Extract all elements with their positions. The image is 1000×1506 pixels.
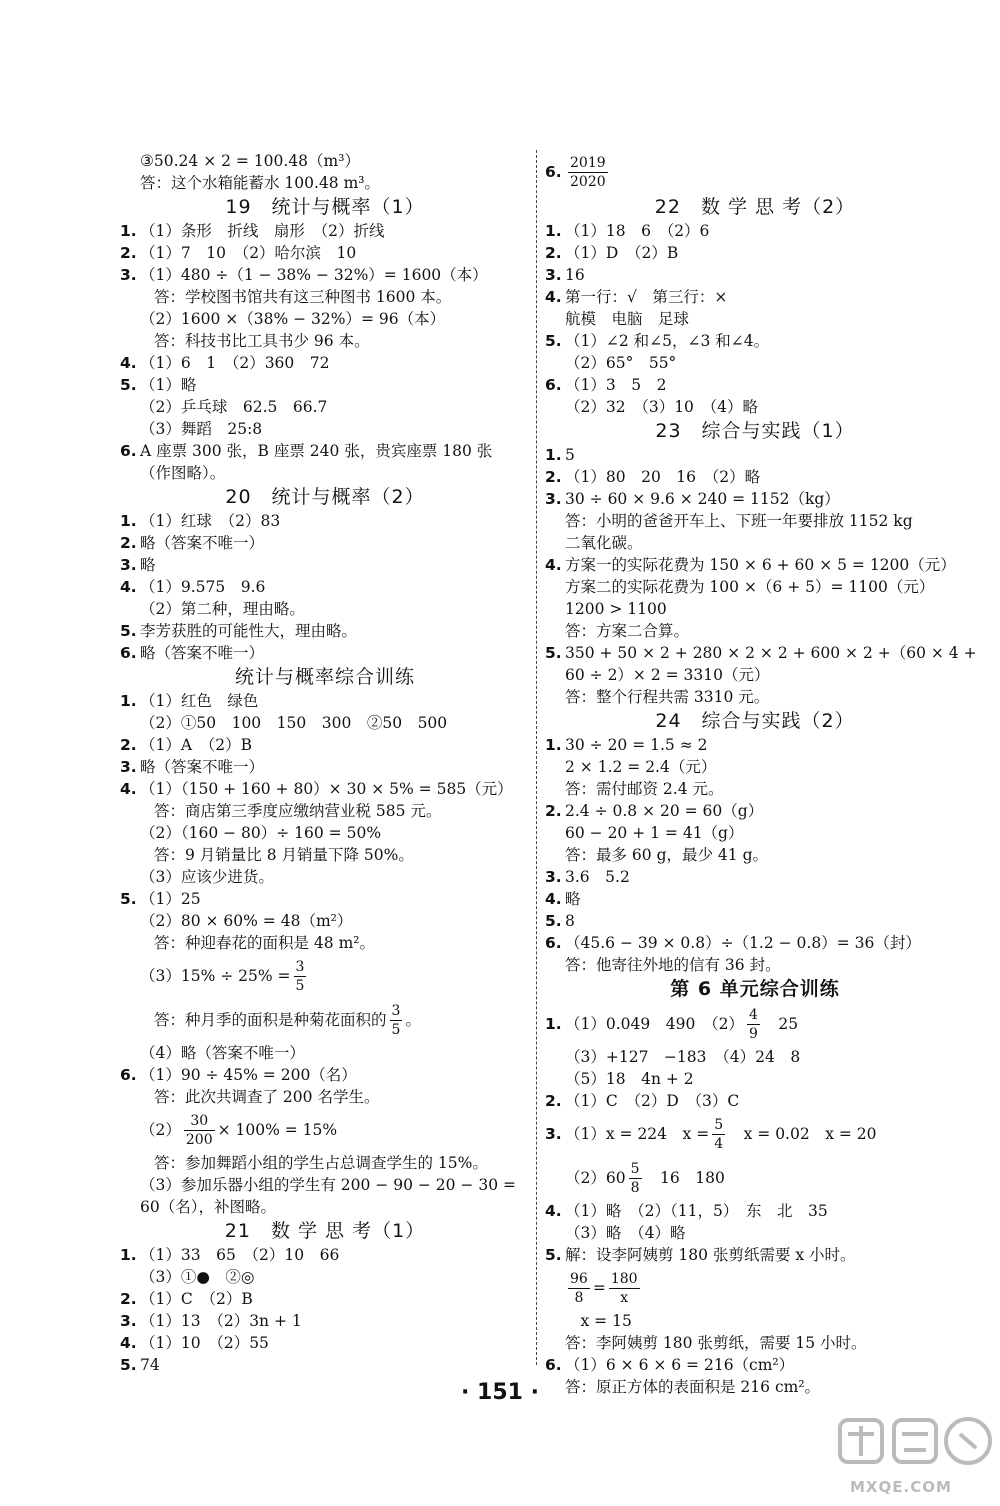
answer-text: （1）D （2）B: [565, 244, 679, 262]
answer-line: [545, 686, 965, 708]
section-heading: 统计与概率综合训练: [234, 666, 415, 688]
answer-text: （1）25: [140, 890, 201, 908]
watermark-text: MXQE.COM: [850, 1478, 952, 1496]
answer-text: （1）A （2）B: [140, 736, 253, 754]
answer-text: 略（答案不唯一）: [140, 758, 265, 776]
answer-line: [545, 1090, 965, 1112]
answer-text: 350 + 50 × 2 + 280 × 2 × 2 + 600 × 2 +（60 × 4 +: [565, 644, 977, 662]
numerator: 5: [714, 1116, 724, 1133]
page-number: · 151 ·: [461, 1380, 539, 1405]
question-number: 1.: [545, 1015, 562, 1033]
answer-line: [545, 756, 965, 778]
answer-text: （作图略）。: [140, 464, 226, 482]
question-number: 2.: [545, 244, 562, 262]
question-number: 6.: [545, 934, 562, 952]
answer-text: 略（答案不唯一）: [140, 534, 265, 552]
answer-line: [545, 1310, 965, 1332]
answer-line: [545, 954, 965, 976]
answer-line: [545, 1200, 965, 1222]
answer-line: [545, 866, 965, 888]
answer-text: 答：最多 60 g，最少 41 g。: [565, 846, 768, 864]
question-number: 4.: [545, 556, 562, 574]
answer-text: 答：学校图书馆共有这三种图书 1600 本。: [154, 288, 452, 306]
answer-line: [120, 932, 530, 954]
answer-text: 解：设李阿姨剪 180 张剪纸需要 x 小时。: [565, 1246, 856, 1264]
answer-line: [120, 1174, 530, 1196]
answer-line: [120, 352, 530, 374]
answer-line: [545, 308, 965, 330]
question-number: 6.: [120, 644, 137, 662]
answer-line: [120, 734, 530, 756]
question-number: 5.: [545, 1246, 562, 1264]
answer-text: 74: [140, 1356, 160, 1374]
answer-line: [120, 1152, 530, 1174]
denominator: 4: [714, 1135, 724, 1152]
answer-line: [120, 462, 530, 484]
answer-text: （1）9.575 9.6: [140, 578, 266, 596]
answer-line: [120, 844, 530, 866]
answer-text: （2）80 × 60% = 48（m²）: [140, 912, 353, 930]
answer-line: [545, 554, 965, 576]
denominator: 2020: [570, 173, 606, 190]
answer-text: （1）略: [140, 376, 197, 394]
question-number: 3.: [120, 556, 137, 574]
answer-text: （3）①● ②◎: [140, 1268, 255, 1286]
answer-text: 略: [565, 890, 581, 908]
answer-line: [120, 866, 530, 888]
question-number: 4.: [545, 1202, 562, 1220]
answer-text: （1）10 （2）55: [140, 1334, 269, 1352]
answer-text: （1）90 ÷ 45% = 200（名）: [140, 1066, 357, 1084]
answer-line: [545, 576, 965, 598]
answer-text: 60（名），补图略。: [140, 1198, 276, 1216]
answer-text: 8: [565, 912, 575, 930]
answer-line: [120, 1332, 530, 1354]
answer-line: [120, 242, 530, 264]
question-number: 5.: [120, 376, 137, 394]
answer-text: 答：科技书比工具书少 96 本。: [154, 332, 370, 350]
answer-line: [545, 150, 965, 194]
answer-line: [545, 1244, 965, 1266]
denominator: 5: [295, 977, 305, 994]
answer-line: [120, 778, 530, 800]
question-number: 3.: [120, 758, 137, 776]
question-number: 3.: [545, 266, 562, 284]
answer-text: 60 − 20 + 1 = 41（g）: [565, 824, 744, 842]
fraction: [184, 1112, 215, 1149]
answer-text: （1）7 10 （2）哈尔滨 10: [140, 244, 357, 262]
question-number: 5.: [120, 1356, 137, 1374]
answer-line: [120, 532, 530, 554]
answer-line: [120, 554, 530, 576]
question-number: 2.: [120, 1290, 137, 1308]
answer-text: （3）应该少进货。: [140, 868, 274, 886]
question-number: 5.: [545, 912, 562, 930]
answer-line: [120, 1086, 530, 1108]
answer-text: 1200 > 1100: [565, 600, 667, 618]
fraction: [712, 1116, 725, 1153]
question-number: 2.: [120, 736, 137, 754]
left-column: [120, 150, 530, 1376]
answer-text: （2）65° 55°: [565, 354, 677, 372]
answer-line: [545, 532, 965, 554]
fraction-left: [568, 1270, 590, 1307]
question-number: 4.: [120, 354, 137, 372]
answer-line: [545, 642, 977, 664]
answer-text: （1）C （2）B: [140, 1290, 253, 1308]
answer-text: 3.6 5.2: [565, 868, 630, 886]
denominator: 8: [574, 1289, 584, 1306]
answer-text: × 100% = 15%: [217, 1121, 338, 1139]
answer-line: [545, 932, 965, 954]
section-heading: 第 6 单元综合训练: [670, 978, 840, 1000]
question-number: 4.: [545, 288, 562, 306]
answer-text: 答：9 月销量比 8 月销量下降 50%。: [154, 846, 414, 864]
answer-line: [545, 664, 965, 686]
answer-text: 25: [762, 1015, 799, 1033]
question-number: 6.: [545, 376, 562, 394]
answer-text: 答：整个行程共需 3310 元。: [565, 688, 770, 706]
answer-text: 。: [405, 1011, 421, 1029]
answer-text: （1）13 （2）3n + 1: [140, 1312, 302, 1330]
answer-line: [120, 998, 530, 1042]
answer-line: [120, 954, 530, 998]
answer-line: [545, 734, 965, 756]
answer-line: [545, 510, 965, 532]
answer-text: A 座票 300 张，B 座票 240 张，贵宾座票 180 张: [140, 442, 493, 460]
answer-text: （3）15% ÷ 25% =: [140, 967, 291, 985]
question-number: 5.: [545, 644, 562, 662]
answer-line: [120, 308, 530, 330]
answer-line: [545, 888, 965, 910]
answer-line: [545, 1002, 965, 1046]
answer-text: （1）x = 224 x =: [565, 1125, 710, 1143]
answer-line: [545, 1156, 965, 1200]
section-heading: 19 统计与概率（1）: [225, 196, 425, 218]
question-number: 2.: [120, 244, 137, 262]
answer-line: [120, 150, 530, 172]
answer-line: [545, 1046, 965, 1068]
answer-text: 30 ÷ 20 = 1.5 ≈ 2: [565, 736, 708, 754]
question-number: 2.: [545, 802, 562, 820]
section-heading: 22 数 学 思 考（2）: [654, 196, 856, 218]
answer-line: [120, 440, 530, 462]
answer-text: 答：需付邮资 2.4 元。: [565, 780, 724, 798]
answer-text: 答：小明的爸爸开车上、下班一年要排放 1152 kg: [565, 512, 913, 530]
answer-text: （1）∠2 和∠5，∠3 和∠4。: [565, 332, 770, 350]
fraction: [390, 1002, 403, 1039]
answer-line: [545, 396, 965, 418]
answer-line: [545, 910, 965, 932]
answer-line: [120, 690, 530, 712]
question-number: 4.: [545, 890, 562, 908]
answer-line: [120, 598, 530, 620]
answer-text: 16: [565, 266, 585, 284]
answer-line: [120, 756, 530, 778]
question-number: 1.: [120, 222, 137, 240]
answer-line: [120, 1244, 530, 1266]
answer-line: [545, 800, 965, 822]
answer-text: 答：参加舞蹈小组的学生占总调查学生的 15%。: [154, 1154, 488, 1172]
answer-text: 30 ÷ 60 × 9.6 × 240 = 1152（kg）: [565, 490, 840, 508]
answer-text: （2）1600 ×（38% − 32%）= 96（本）: [140, 310, 446, 328]
answer-text: （1）80 20 16 （2）略: [565, 468, 761, 486]
answer-line: [545, 1354, 965, 1376]
denominator: 8: [630, 1179, 640, 1196]
answer-line: [120, 1354, 530, 1376]
answer-text: （1）（150 + 160 + 80）× 30 × 5% = 585（元）: [140, 780, 513, 798]
numerator: 180: [610, 1270, 638, 1287]
answer-line: [120, 712, 530, 734]
answer-text: 答：李阿姨剪 180 张剪纸，需要 15 小时。: [565, 1334, 867, 1352]
answer-text: 略: [140, 556, 156, 574]
answer-text: （1）18 6 （2）6: [565, 222, 710, 240]
answer-line: [120, 510, 530, 532]
answer-text: （2）乒乓球 62.5 66.7: [140, 398, 328, 416]
answer-text: 答：方案二合算。: [565, 622, 690, 640]
answer-line: [545, 374, 965, 396]
answer-text: 16 180: [644, 1169, 725, 1187]
answer-text: （1）红色 绿色: [140, 692, 259, 710]
answer-text: 二氧化碳。: [565, 534, 643, 552]
answer-line: [545, 264, 965, 286]
answer-line: [545, 822, 965, 844]
answer-text: （2）32 （3）10 （4）略: [565, 398, 759, 416]
answer-text: 方案二的实际花费为 100 ×（6 + 5）= 1100（元）: [565, 578, 935, 596]
answer-line: [120, 264, 530, 286]
answer-text: （2）60: [565, 1169, 626, 1187]
answer-line: [120, 576, 530, 598]
numerator: 3: [391, 1002, 401, 1019]
answer-text: （1）6 × 6 × 6 = 216（cm²）: [565, 1356, 795, 1374]
answer-line: [120, 620, 530, 642]
answer-line: [545, 466, 965, 488]
answer-text: （2）（160 − 80）÷ 160 = 50%: [140, 824, 382, 842]
answer-line: [545, 488, 965, 510]
numerator: 3: [295, 958, 305, 975]
answer-text: （2）: [140, 1121, 181, 1139]
question-number: 2.: [120, 534, 137, 552]
column-divider: [536, 150, 537, 1365]
question-number: 5.: [545, 332, 562, 350]
answer-line: [545, 444, 965, 466]
answer-text: 方案一的实际花费为 150 × 6 + 60 × 5 = 1200（元）: [565, 556, 956, 574]
question-number: 1.: [545, 736, 562, 754]
answer-text: （45.6 − 39 × 0.8）÷（1.2 − 0.8）= 36（封）: [565, 934, 921, 952]
answer-text: 2.4 ÷ 0.8 × 20 = 60（g）: [565, 802, 764, 820]
answer-text: 答：这个水箱能蓄水 100.48 m³。: [140, 174, 381, 192]
question-number: 6.: [120, 442, 137, 460]
question-number: 2.: [545, 1092, 562, 1110]
numerator: 2019: [570, 154, 606, 171]
numerator: 30: [184, 1112, 215, 1131]
answer-line: [120, 1108, 530, 1152]
answer-line: [120, 1042, 530, 1064]
answer-line: [545, 352, 965, 374]
answer-line: [545, 242, 965, 264]
question-number: 1.: [120, 692, 137, 710]
answer-text: 答：种迎春花的面积是 48 m²。: [154, 934, 375, 952]
fraction: [294, 958, 307, 995]
right-column: [545, 150, 977, 1398]
question-number: 4.: [120, 780, 137, 798]
equals-sign: =: [592, 1279, 606, 1297]
answer-line: [545, 1266, 965, 1310]
question-number: 3.: [545, 1125, 562, 1143]
answer-text: x = 0.02 x = 20: [728, 1125, 877, 1143]
answer-text: （1）480 ÷（1 − 38% − 32%）= 1600（本）: [140, 266, 488, 284]
answer-line: [545, 1332, 965, 1354]
answer-text: （1）33 65 （2）10 66: [140, 1246, 340, 1264]
answer-line: [545, 1222, 965, 1244]
answer-line: [120, 220, 530, 242]
question-number: 3.: [120, 1312, 137, 1330]
answer-line: [120, 1196, 530, 1218]
answer-text: （3）参加乐器小组的学生有 200 − 90 − 20 − 30 =: [140, 1176, 516, 1194]
answer-line: [120, 374, 530, 396]
denominator: x: [620, 1289, 629, 1306]
answer-text: （2）①50 100 150 300 ②50 500: [140, 714, 448, 732]
answer-text: 第一行：√ 第三行：×: [565, 288, 728, 306]
question-number: 6.: [545, 163, 562, 181]
answer-line: [120, 330, 530, 352]
answer-text: （1）0.049 490 （2）: [565, 1015, 744, 1033]
question-number: 2.: [545, 468, 562, 486]
answer-text: （1）略 （2）（11，5） 东 北 35: [565, 1202, 828, 1220]
section-heading: 20 统计与概率（2）: [225, 486, 425, 508]
fraction: [629, 1160, 642, 1197]
answer-line: [545, 844, 965, 866]
answer-text: 略（答案不唯一）: [140, 644, 265, 662]
answer-text: （1）6 1 （2）360 72: [140, 354, 330, 372]
answer-text: x = 15: [565, 1312, 632, 1330]
answer-line: [545, 1068, 965, 1090]
answer-text: 航模 电脑 足球: [565, 310, 690, 328]
answer-line: [120, 418, 530, 440]
answer-text: （5）18 4n + 2: [565, 1070, 694, 1088]
answer-text: 李芳获胜的可能性大，理由略。: [140, 622, 358, 640]
section-heading: 23 综合与实践（1）: [655, 420, 855, 442]
question-number: 6.: [120, 1066, 137, 1084]
answer-line: [120, 1288, 530, 1310]
answer-line: [120, 1266, 530, 1288]
answer-line: [545, 330, 965, 352]
answer-line: [545, 286, 965, 308]
answer-line: [545, 220, 965, 242]
answer-text: （1）3 5 2: [565, 376, 667, 394]
fraction: [568, 154, 608, 191]
answer-line: [120, 822, 530, 844]
question-number: 3.: [545, 868, 562, 886]
answer-text: （1）条形 折线 扇形 （2）折线: [140, 222, 385, 240]
answer-line: [545, 1112, 965, 1156]
answer-text: 60 ÷ 2）× 2 = 3310（元）: [565, 666, 770, 684]
answer-line: [120, 800, 530, 822]
question-number: 3.: [120, 266, 137, 284]
answer-text: （3）略 （4）略: [565, 1224, 686, 1242]
fraction: [747, 1006, 760, 1043]
answer-line: [120, 286, 530, 308]
answer-line: [545, 620, 965, 642]
answer-line: [120, 1310, 530, 1332]
question-number: 1.: [545, 446, 562, 464]
answer-line: [120, 172, 530, 194]
answer-line: [545, 598, 965, 620]
answer-text: （3）+127 −183 （4）24 8: [565, 1048, 801, 1066]
answer-text: （1）C （2）D （3）C: [565, 1092, 740, 1110]
answer-text: 答：此次共调查了 200 名学生。: [154, 1088, 380, 1106]
denominator: 200: [185, 1131, 213, 1148]
question-number: 4.: [120, 578, 137, 596]
numerator: 5: [630, 1160, 640, 1177]
question-number: 4.: [120, 1334, 137, 1352]
question-number: 1.: [120, 1246, 137, 1264]
answer-text: （2）第二种，理由略。: [140, 600, 305, 618]
answer-line: [120, 642, 530, 664]
answer-line: [120, 1064, 530, 1086]
answer-text: （3）舞蹈 25:8: [140, 420, 263, 438]
fraction-right: [609, 1270, 640, 1307]
answer-line: [545, 778, 965, 800]
answer-line: [120, 396, 530, 418]
question-number: 5.: [120, 622, 137, 640]
question-number: 1.: [545, 222, 562, 240]
section-heading: 21 数 学 思 考（1）: [224, 1220, 426, 1242]
question-number: 6.: [545, 1356, 562, 1374]
answer-text: 答：商店第三季度应缴纳营业税 585 元。: [154, 802, 442, 820]
answer-line: [120, 888, 530, 910]
answer-text: （1）红球 （2）83: [140, 512, 281, 530]
numerator: 96: [570, 1270, 588, 1287]
denominator: 5: [391, 1021, 401, 1038]
section-heading: 24 综合与实践（2）: [655, 710, 855, 732]
question-number: 5.: [120, 890, 137, 908]
answer-text: 答：原正方体的表面积是 216 cm²。: [565, 1378, 821, 1396]
answer-text: 2 × 1.2 = 2.4（元）: [565, 758, 717, 776]
answer-text: （4）略（答案不唯一）: [140, 1044, 305, 1062]
question-number: 1.: [120, 512, 137, 530]
answer-text: 5: [565, 446, 575, 464]
answer-line: [120, 910, 530, 932]
answer-text: ③50.24 × 2 = 100.48（m³）: [140, 152, 360, 170]
question-number: 3.: [545, 490, 562, 508]
numerator: 4: [748, 1006, 758, 1023]
denominator: 9: [748, 1025, 758, 1042]
answer-text: 答：种月季的面积是种菊花面积的: [154, 1011, 387, 1029]
answer-text: 答：他寄往外地的信有 36 封。: [565, 956, 781, 974]
